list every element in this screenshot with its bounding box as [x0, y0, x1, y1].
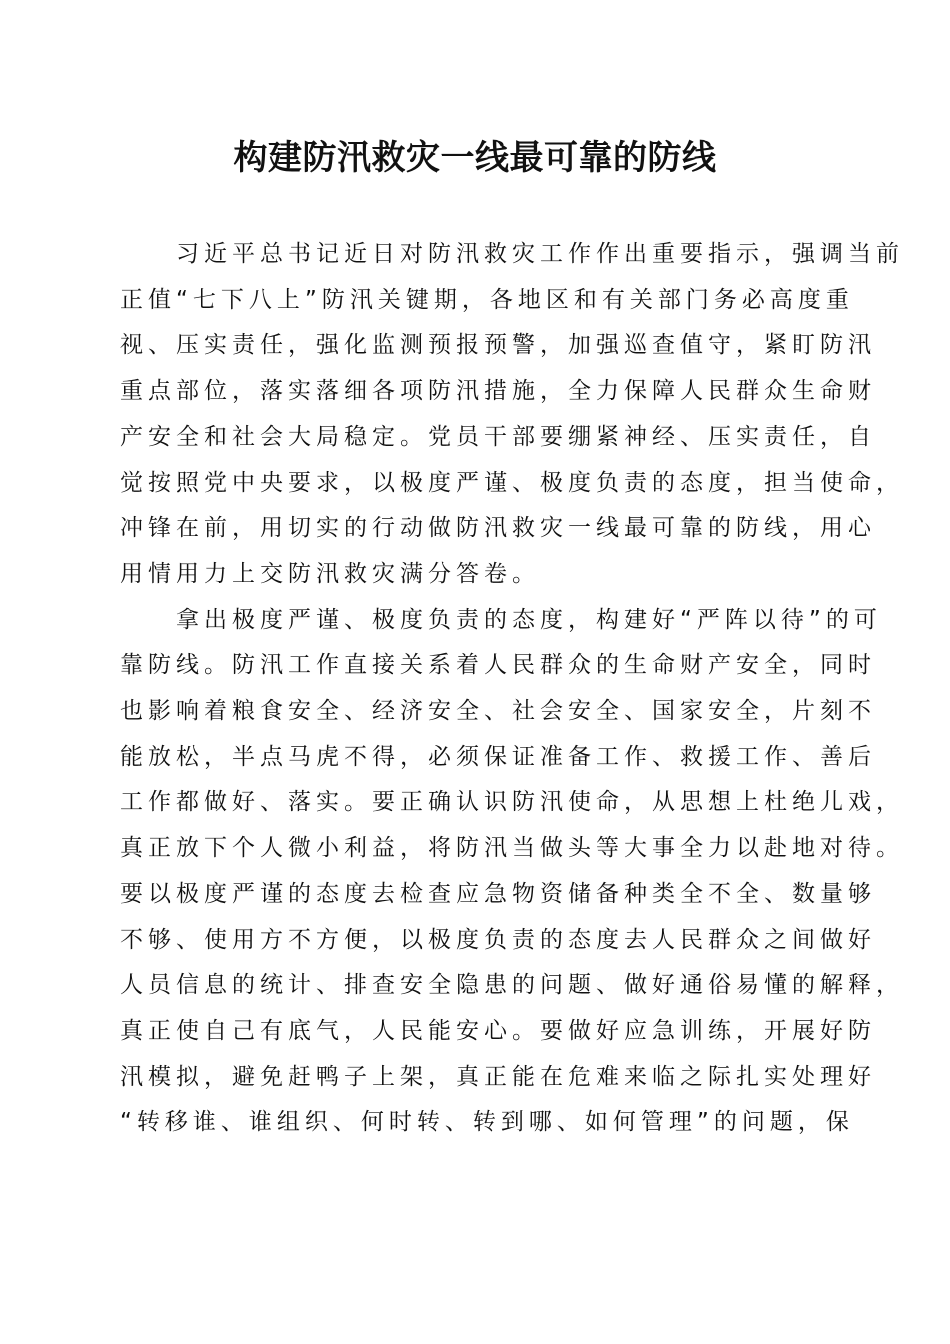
document-title: 构建防汛救灾一线最可靠的防线 [233, 138, 717, 178]
paragraph-line: 习近平总书记近日对防汛救灾工作作出重要指示，强调当前 [120, 241, 904, 267]
paragraph-line: 真正放下个人微小利益，将防汛当做头等大事全力以赴地对待。 [120, 835, 904, 862]
paragraph-line: 能放松，半点马虎不得，必须保证准备工作、救援工作、善后 [120, 743, 876, 770]
paragraph-line: 要以极度严谨的态度去检查应急物资储备种类全不全、数量够 [120, 880, 876, 907]
paragraph-line: 觉按照党中央要求，以极度严谨、极度负责的态度，担当使命， [120, 469, 904, 496]
paragraph-line: 产安全和社会大局稳定。党员干部要绷紧神经、压实责任，自 [120, 423, 876, 450]
paragraph-line: 靠防线。防汛工作直接关系着人民群众的生命财产安全，同时 [120, 652, 876, 679]
paragraph-line: 汛模拟，避免赶鸭子上架，真正能在危难来临之际扎实处理好 [120, 1063, 876, 1090]
paragraph-line: 重点部位，落实落细各项防汛措施，全力保障人民群众生命财 [120, 378, 876, 405]
paragraph-line: 用情用力上交防汛救灾满分答卷。 [120, 560, 540, 587]
paragraph-line: 正值“七下八上”防汛关键期，各地区和有关部门务必高度重 [120, 286, 854, 313]
paragraph-line: 拿出极度严谨、极度负责的态度，构建好“严阵以待”的可 [120, 606, 882, 633]
paragraph-2 [120, 598, 904, 1146]
paragraph-line: 视、压实责任，强化监测预报预警，加强巡查值守，紧盯防汛 [120, 332, 876, 359]
paragraph-line: 也影响着粮食安全、经济安全、社会安全、国家安全，片刻不 [120, 698, 876, 725]
paragraph-1 [120, 232, 904, 598]
document-body [120, 232, 904, 1146]
paragraph-line: 冲锋在前，用切实的行动做防汛救灾一线最可靠的防线，用心 [120, 515, 876, 542]
paragraph-line: 人员信息的统计、排查安全隐患的问题、做好通俗易懂的解释， [120, 972, 904, 999]
paragraph-line: 不够、使用方不方便，以极度负责的态度去人民群众之间做好 [120, 926, 876, 953]
paragraph-line: 工作都做好、落实。要正确认识防汛使命，从思想上杜绝儿戏， [120, 789, 904, 816]
paragraph-line: “转移谁、谁组织、何时转、转到哪、如何管理”的问题，保 [120, 1109, 854, 1136]
paragraph-line: 真正使自己有底气，人民能安心。要做好应急训练，开展好防 [120, 1017, 876, 1044]
